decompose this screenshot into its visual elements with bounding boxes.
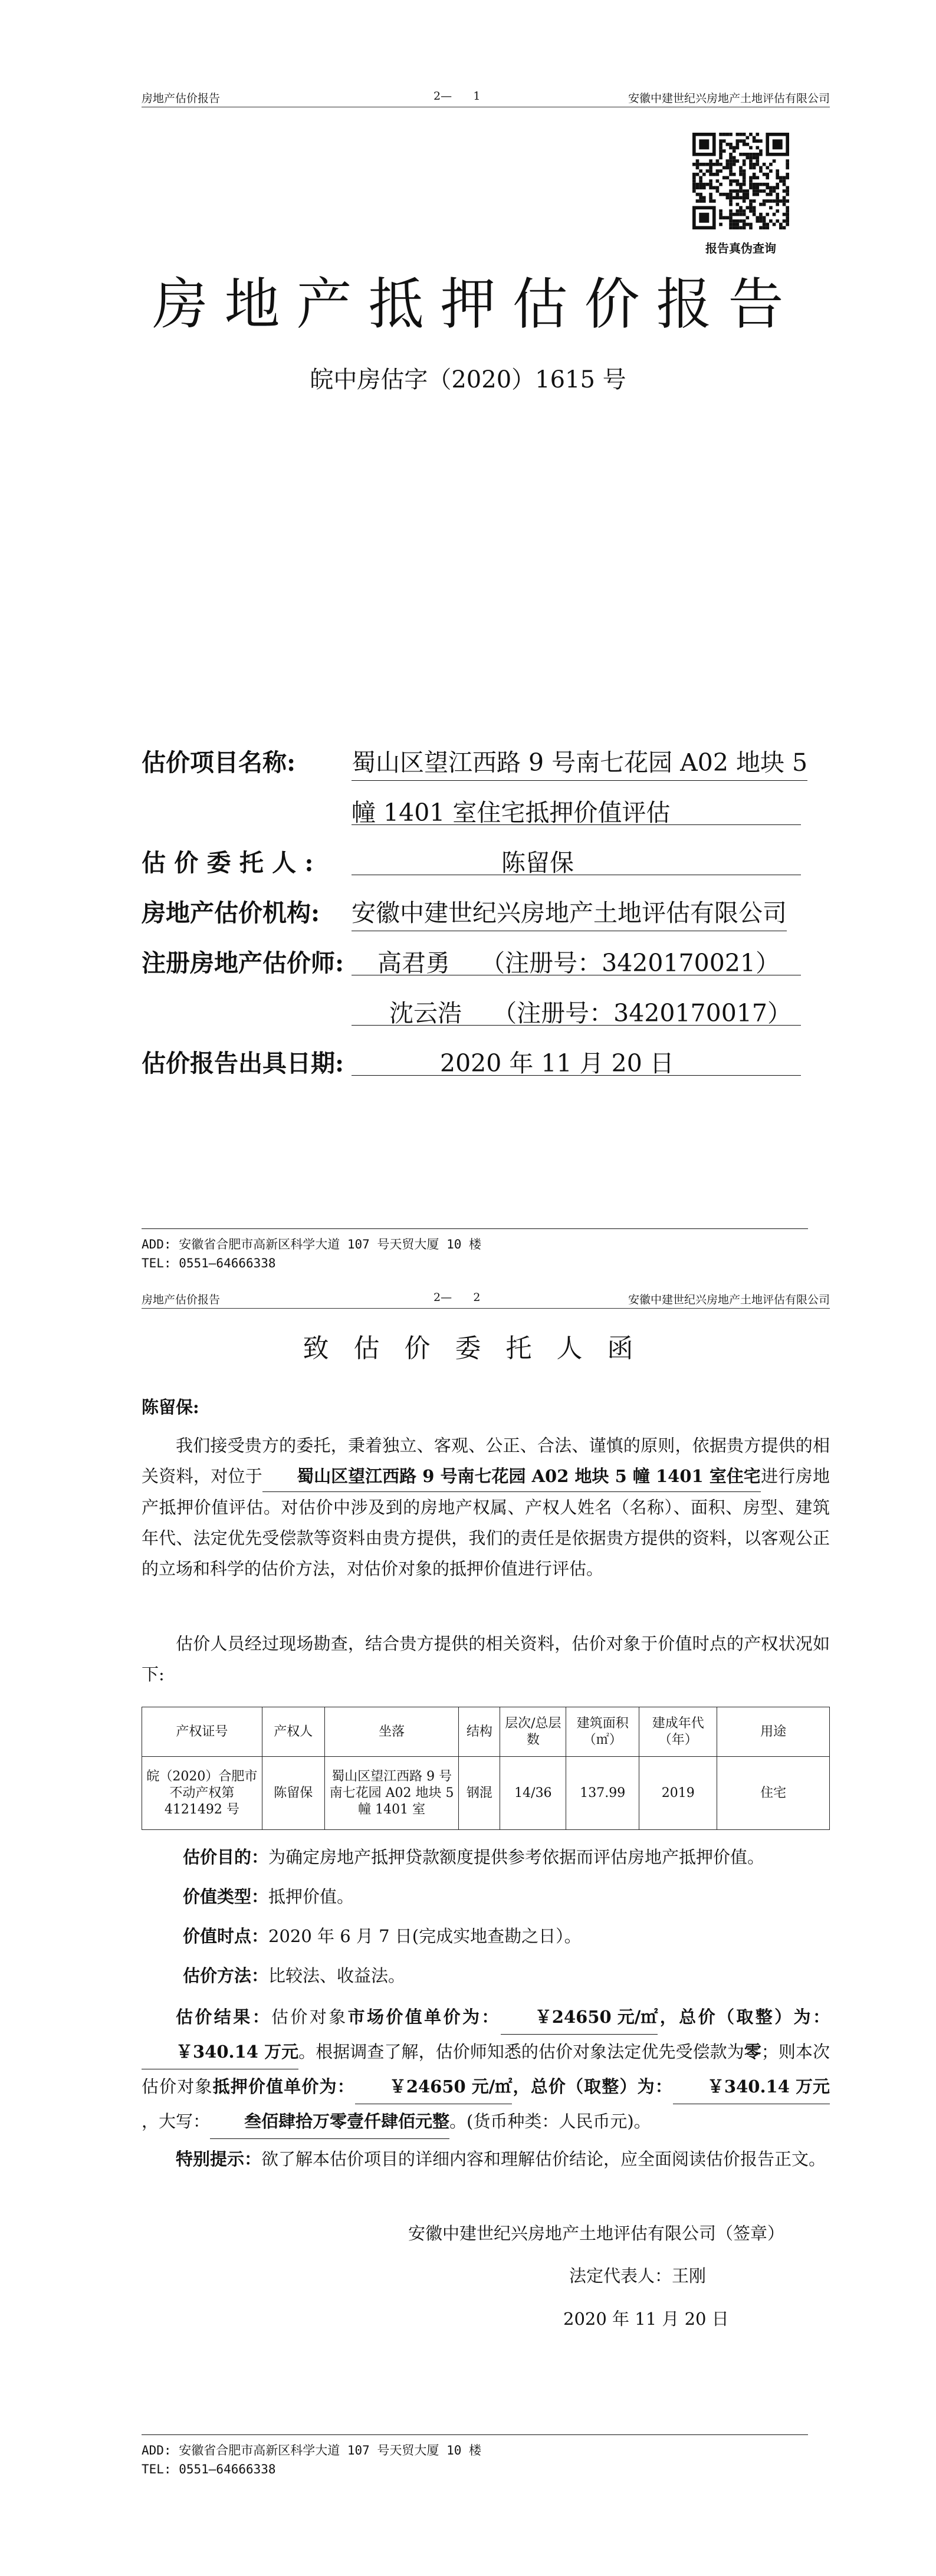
issue-date-label: 估价报告出具日期: (142, 1049, 344, 1077)
footer-address: ADD: 安徽省合肥市高新区科学大道 107 号天贸大厦 10 楼 (142, 2443, 482, 2457)
header-left: 房地产估价报告 (142, 92, 221, 105)
client-label: 估 价 委 托 人 : (142, 849, 314, 877)
table-cell: 陈留保 (262, 1757, 324, 1830)
method-field: 估价方法：比较法、收益法。 (183, 1966, 406, 1986)
footer-rule (142, 1228, 808, 1229)
project-name-underline (352, 824, 801, 825)
signature-representative: 法定代表人：王刚 (569, 2266, 707, 2286)
table-header: 结构 (459, 1707, 500, 1757)
appraiser-2-underline (352, 1025, 801, 1026)
project-name-label: 估价项目名称: (142, 748, 296, 777)
table-header: 建成年代（年） (639, 1707, 717, 1757)
table-cell: 皖（2020）合肥市不动产权第 4121492 号 (142, 1757, 262, 1830)
cover-page (0, 0, 936, 1283)
header-page-number: 2— 1 (433, 90, 481, 103)
header-right: 安徽中建世纪兴房地产土地评估有限公司 (628, 92, 830, 105)
appraiser-label: 注册房地产估价师: (142, 949, 344, 977)
table-header: 产权证号 (142, 1707, 262, 1757)
letter-paragraph-1: 我们接受贵方的委托，秉着独立、客观、公正、合法、谨慎的原则，依据贵方提供的相关资料，对位于 蜀山区望江西路 9 号南七花园 A02 地块 5 幢 1401 室住宅进行房地产抵押价值评估。对估价中涉及到的房地产权属、产权人姓名（名称）、面积、房型、建筑年代、法定优先受偿款等资料由贵方提供，我们的责任是依据贵方提供的资料，以客观公正的立场和科学的估价方法，对估价对象的抵押价值进行评估。 (142, 1435, 830, 1579)
letter-title: 致估价委托人函 (303, 1333, 658, 1363)
footer-tel: TEL: 0551—64666338 (142, 2462, 276, 2476)
footer-address: ADD: 安徽省合肥市高新区科学大道 107 号天贸大厦 10 楼 (142, 1237, 482, 1251)
page-header (142, 1291, 830, 1309)
table-cell: 137.99 (566, 1757, 639, 1830)
project-name-line2: 幢 1401 室住宅抵押价值评估 (352, 799, 671, 827)
page-header (142, 90, 830, 107)
table-header: 用途 (717, 1707, 830, 1757)
footer-rule (142, 2434, 808, 2435)
table-header: 层次/总层数 (500, 1707, 566, 1757)
footer-tel: TEL: 0551—64666338 (142, 1256, 276, 1270)
project-name-line1: 蜀山区望江西路 9 号南七花园 A02 地块 5 (352, 743, 807, 781)
appraiser-2: 沈云浩 （注册号：3420170017） (389, 999, 792, 1027)
table-cell: 钢混 (459, 1757, 500, 1830)
qr-caption: 报告真伪查询 (705, 241, 776, 255)
value-date-field: 价值时点：2020 年 6 月 7 日(完成实地查勘之日）。 (183, 1926, 582, 1946)
letter-page (0, 1283, 936, 2576)
report-title: 房地产抵押估价报告 (152, 272, 800, 337)
table-header-row (142, 1707, 830, 1757)
letter-salutation: 陈留保: (142, 1397, 199, 1417)
table-cell: 2019 (639, 1757, 717, 1830)
signature-company: 安徽中建世纪兴房地产土地评估有限公司（签章） (408, 2223, 785, 2243)
header-right: 安徽中建世纪兴房地产土地评估有限公司 (628, 1293, 830, 1306)
issue-date-underline (352, 1075, 801, 1076)
notice-field: 特别提示：欲了解本估价项目的详细内容和理解估价结论，应全面阅读估价报告正文。 (176, 2149, 826, 2169)
table-cell: 蜀山区望江西路 9 号南七花园 A02 地块 5 幢 1401 室 (324, 1757, 459, 1830)
page-footer (142, 2434, 808, 2479)
client-value: 陈留保 (501, 849, 574, 877)
report-number: 皖中房估字（2020）1615 号 (310, 366, 626, 393)
appraiser-1: 高君勇 （注册号：3420170021） (377, 949, 780, 977)
result-field: 估价结果：估价对象市场价值单价为： ￥24650 元/㎡，总价（取整）为：￥340.14 万元。根据调查了解，估价师知悉的估价对象法定优先受偿款为零；则本次估价对象抵押价值单价为： ￥24650 元/㎡，总价（取整）为： ￥340.14 万元，大写： 叁佰肆拾万零壹仟肆佰元整。(货币种类：人民币元)。 (142, 2000, 830, 2139)
signature-date: 2020 年 11 月 20 日 (563, 2309, 729, 2329)
table-header: 产权人 (262, 1707, 324, 1757)
agency-label: 房地产估价机构: (142, 899, 320, 927)
purpose-field: 估价目的：为确定房地产抵押贷款额度提供参考依据而评估房地产抵押价值。 (183, 1847, 765, 1867)
qr-code-icon[interactable] (692, 133, 789, 229)
issue-date-value: 2020 年 11 月 20 日 (440, 1049, 674, 1077)
letter-paragraph-2: 估价人员经过现场勘查，结合贵方提供的相关资料，估价对象于价值时点的产权状况如下: (142, 1634, 830, 1684)
table-cell: 住宅 (717, 1757, 830, 1830)
value-type-field: 价值类型：抵押价值。 (183, 1887, 354, 1907)
page-footer (142, 1228, 808, 1273)
table-cell: 14/36 (500, 1757, 566, 1830)
header-left: 房地产估价报告 (142, 1293, 221, 1306)
header-page-number: 2— 2 (433, 1291, 481, 1304)
table-header: 坐落 (324, 1707, 459, 1757)
property-table (142, 1707, 830, 1830)
table-header: 建筑面积（㎡） (566, 1707, 639, 1757)
agency-value: 安徽中建世纪兴房地产土地评估有限公司 (352, 893, 787, 931)
table-row (142, 1757, 830, 1830)
